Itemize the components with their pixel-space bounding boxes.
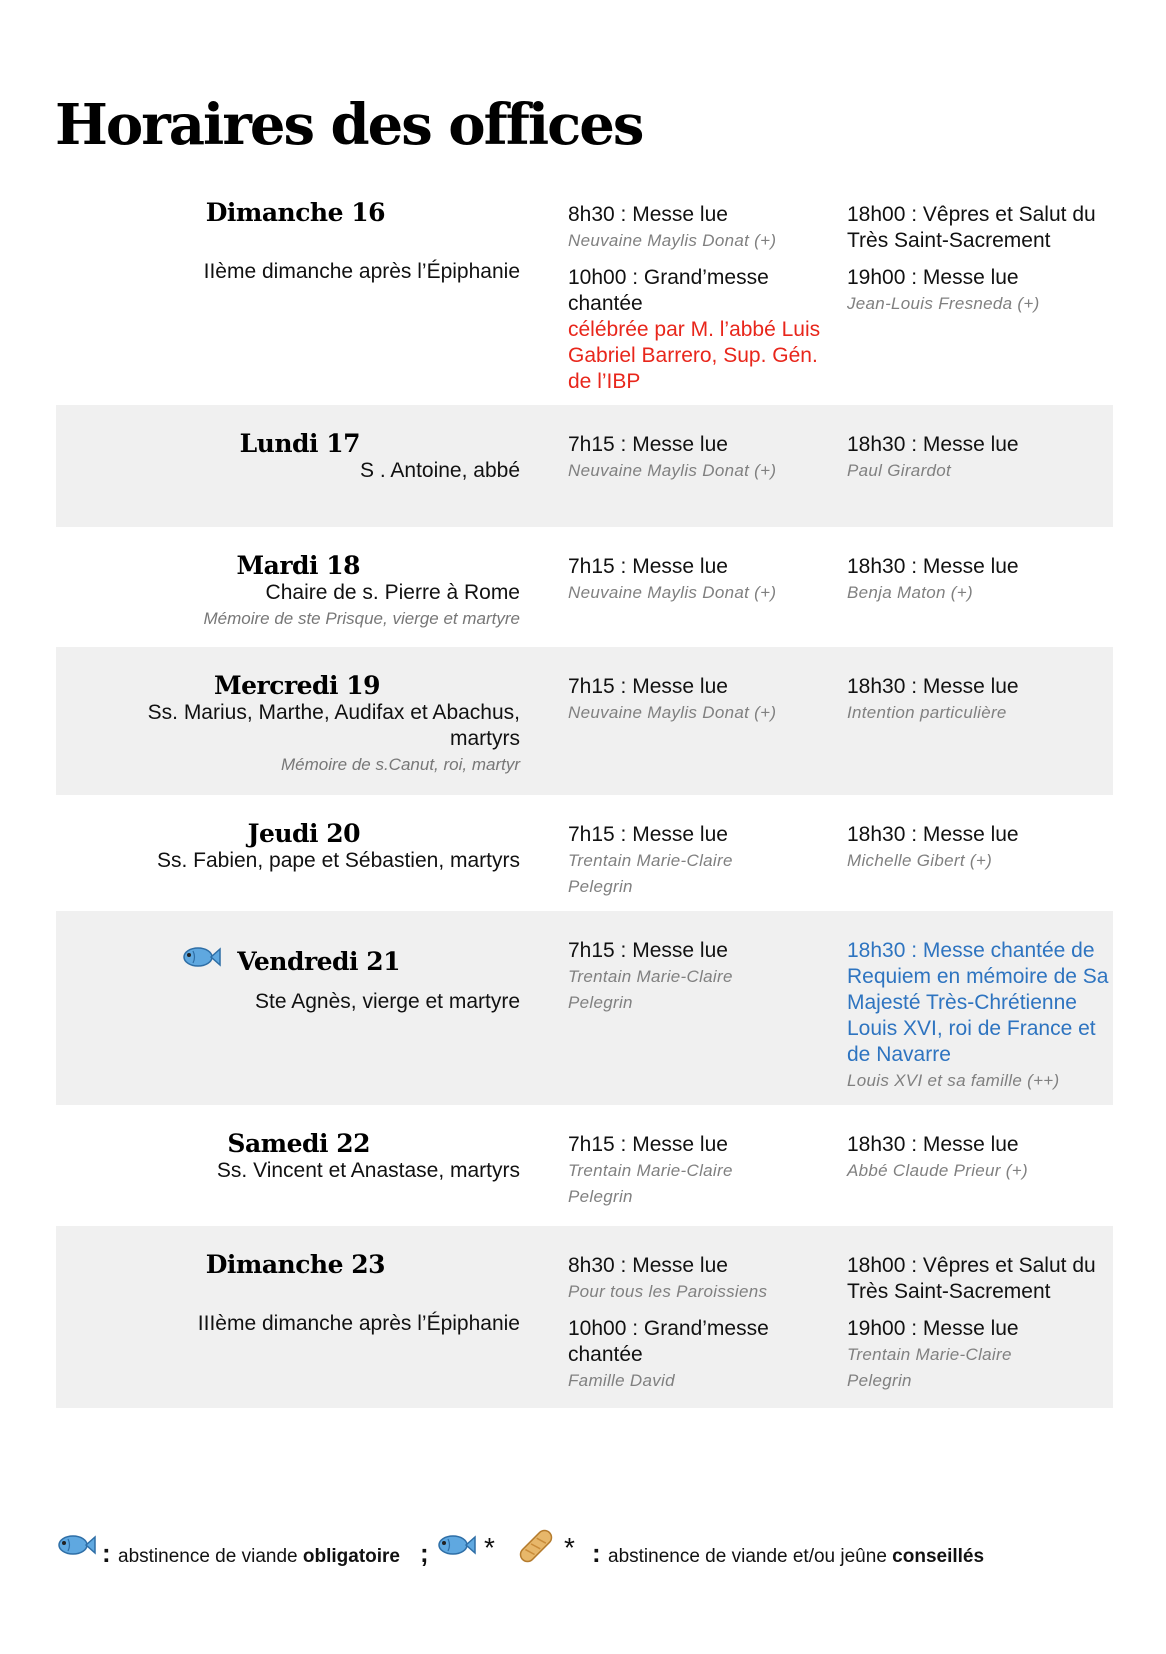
office-time: 7h15 : Messe lue [568, 1133, 728, 1156]
office-time: 10h00 : Grand’messe chantée [568, 1317, 769, 1366]
office-time: 10h00 : Grand’messe chantée [568, 266, 769, 315]
office-intention: Intention particulière [847, 703, 1007, 722]
office-time: 18h30 : Messe lue [847, 433, 1019, 456]
bread-icon [514, 1524, 558, 1574]
office-intention: Michelle Gibert (+) [847, 851, 993, 870]
office-intention: Trentain Marie-Claire Pelegrin [568, 967, 733, 1012]
office-intention: Pour tous les Paroissiens [568, 1282, 768, 1301]
day-row-mercredi-19 [56, 647, 1113, 795]
office-intention: Famille David [568, 1371, 675, 1390]
office-intention: Benja Maton (+) [847, 583, 973, 602]
office-intention: Louis XVI et sa famille (++) [847, 1071, 1060, 1090]
page-title: Horaires des offices [55, 92, 643, 158]
office-time: 7h15 : Messe lue [568, 433, 728, 456]
day-name: Samedi 22 [227, 1129, 370, 1158]
day-name: Vendredi 21 [237, 947, 400, 976]
day-row-samedi-22 [56, 1105, 1113, 1226]
legend-colon: : [102, 1538, 111, 1568]
office-time: 18h00 : Vêpres et Salut du Très Saint-Sacrement [847, 203, 1096, 252]
legend-colon: : [592, 1538, 601, 1568]
office-time: 7h15 : Messe lue [568, 823, 728, 846]
office-time: 8h30 : Messe lue [568, 203, 728, 226]
office-celebrant-note: célébrée par M. l’abbé Luis Gabriel Barrero, Sup. Gén. de l’IBP [568, 318, 821, 393]
office-time: 18h30 : Messe lue [847, 555, 1019, 578]
day-saint: IIème dimanche après l’Épiphanie [203, 260, 520, 283]
office-intention: Trentain Marie-Claire Pelegrin [847, 1345, 1012, 1390]
day-name: Jeudi 20 [247, 819, 360, 848]
day-name: Dimanche 16 [205, 198, 385, 227]
fish-icon [56, 1530, 96, 1566]
day-memoire: Mémoire de s.Canut, roi, martyr [280, 755, 520, 774]
legend-conseilles-text: abstinence de viande et/ou jeûne [608, 1546, 893, 1567]
legend-separator: ; [420, 1538, 429, 1568]
legend-star: * [564, 1532, 575, 1563]
office-intention: Trentain Marie-Claire Pelegrin [568, 851, 733, 896]
day-saint: Ss. Vincent et Anastase, martyrs [216, 1159, 520, 1182]
day-saint: Ste Agnès, vierge et martyre [255, 990, 520, 1014]
day-row-dimanche-16 [56, 198, 1113, 405]
day-row-vendredi-21 [56, 911, 1113, 1105]
office-intention: Trentain Marie-Claire Pelegrin [568, 1161, 733, 1206]
day-saint: Chaire de s. Pierre à Rome [265, 581, 520, 604]
legend-obligatoire-text: abstinence de viande [118, 1546, 303, 1567]
day-name: Lundi 17 [239, 429, 360, 458]
legend-conseilles-bold: conseillés [892, 1546, 985, 1567]
day-row-dimanche-23 [56, 1226, 1113, 1408]
office-intention: Paul Girardot [847, 461, 952, 480]
office-time: 8h30 : Messe lue [568, 1254, 728, 1277]
legend-obligatoire-bold: obligatoire [302, 1546, 400, 1567]
office-time: 19h00 : Messe lue [847, 266, 1019, 289]
office-intention: Neuvaine Maylis Donat (+) [568, 231, 777, 250]
day-row-jeudi-20 [56, 795, 1113, 911]
day-name: Mercredi 19 [213, 671, 380, 700]
day-row-lundi-17 [56, 405, 1113, 527]
day-saint: Ss. Fabien, pape et Sébastien, martyrs [156, 849, 520, 872]
office-intention: Neuvaine Maylis Donat (+) [568, 461, 777, 480]
legend [56, 1530, 1113, 1580]
fish-icon [181, 942, 221, 977]
office-time: 7h15 : Messe lue [568, 939, 728, 962]
legend-star: * [484, 1532, 495, 1563]
office-time: 7h15 : Messe lue [568, 555, 728, 578]
office-highlight: 18h30 : Messe chantée de Requiem en mémoire de Sa Majesté Très-Chrétienne Louis XVI, roi de France et de Navarre [847, 939, 1109, 1066]
fish-icon [436, 1530, 476, 1566]
day-saint: Ss. Marius, Marthe, Audifax et Abachus, martyrs [147, 701, 520, 750]
office-intention: Neuvaine Maylis Donat (+) [568, 703, 777, 722]
day-saint: S . Antoine, abbé [360, 459, 520, 482]
office-time: 18h30 : Messe lue [847, 1133, 1019, 1156]
day-memoire: Mémoire de ste Prisque, vierge et martyre [203, 609, 520, 628]
office-time: 18h30 : Messe lue [847, 823, 1019, 846]
office-intention: Abbé Claude Prieur (+) [847, 1161, 1028, 1180]
office-time: 18h30 : Messe lue [847, 675, 1019, 698]
office-time: 7h15 : Messe lue [568, 675, 728, 698]
office-intention: Neuvaine Maylis Donat (+) [568, 583, 777, 602]
day-name: Mardi 18 [236, 551, 360, 580]
legend-obligatoire [118, 1546, 400, 1568]
day-name: Dimanche 23 [205, 1250, 385, 1279]
schedule-table [56, 198, 1113, 1408]
office-time: 18h00 : Vêpres et Salut du Très Saint-Sacrement [847, 1254, 1096, 1303]
day-saint: IIIème dimanche après l’Épiphanie [197, 1312, 520, 1335]
office-intention: Jean-Louis Fresneda (+) [847, 294, 1040, 313]
office-time: 19h00 : Messe lue [847, 1317, 1019, 1340]
legend-conseilles [608, 1546, 984, 1568]
day-row-mardi-18 [56, 527, 1113, 647]
